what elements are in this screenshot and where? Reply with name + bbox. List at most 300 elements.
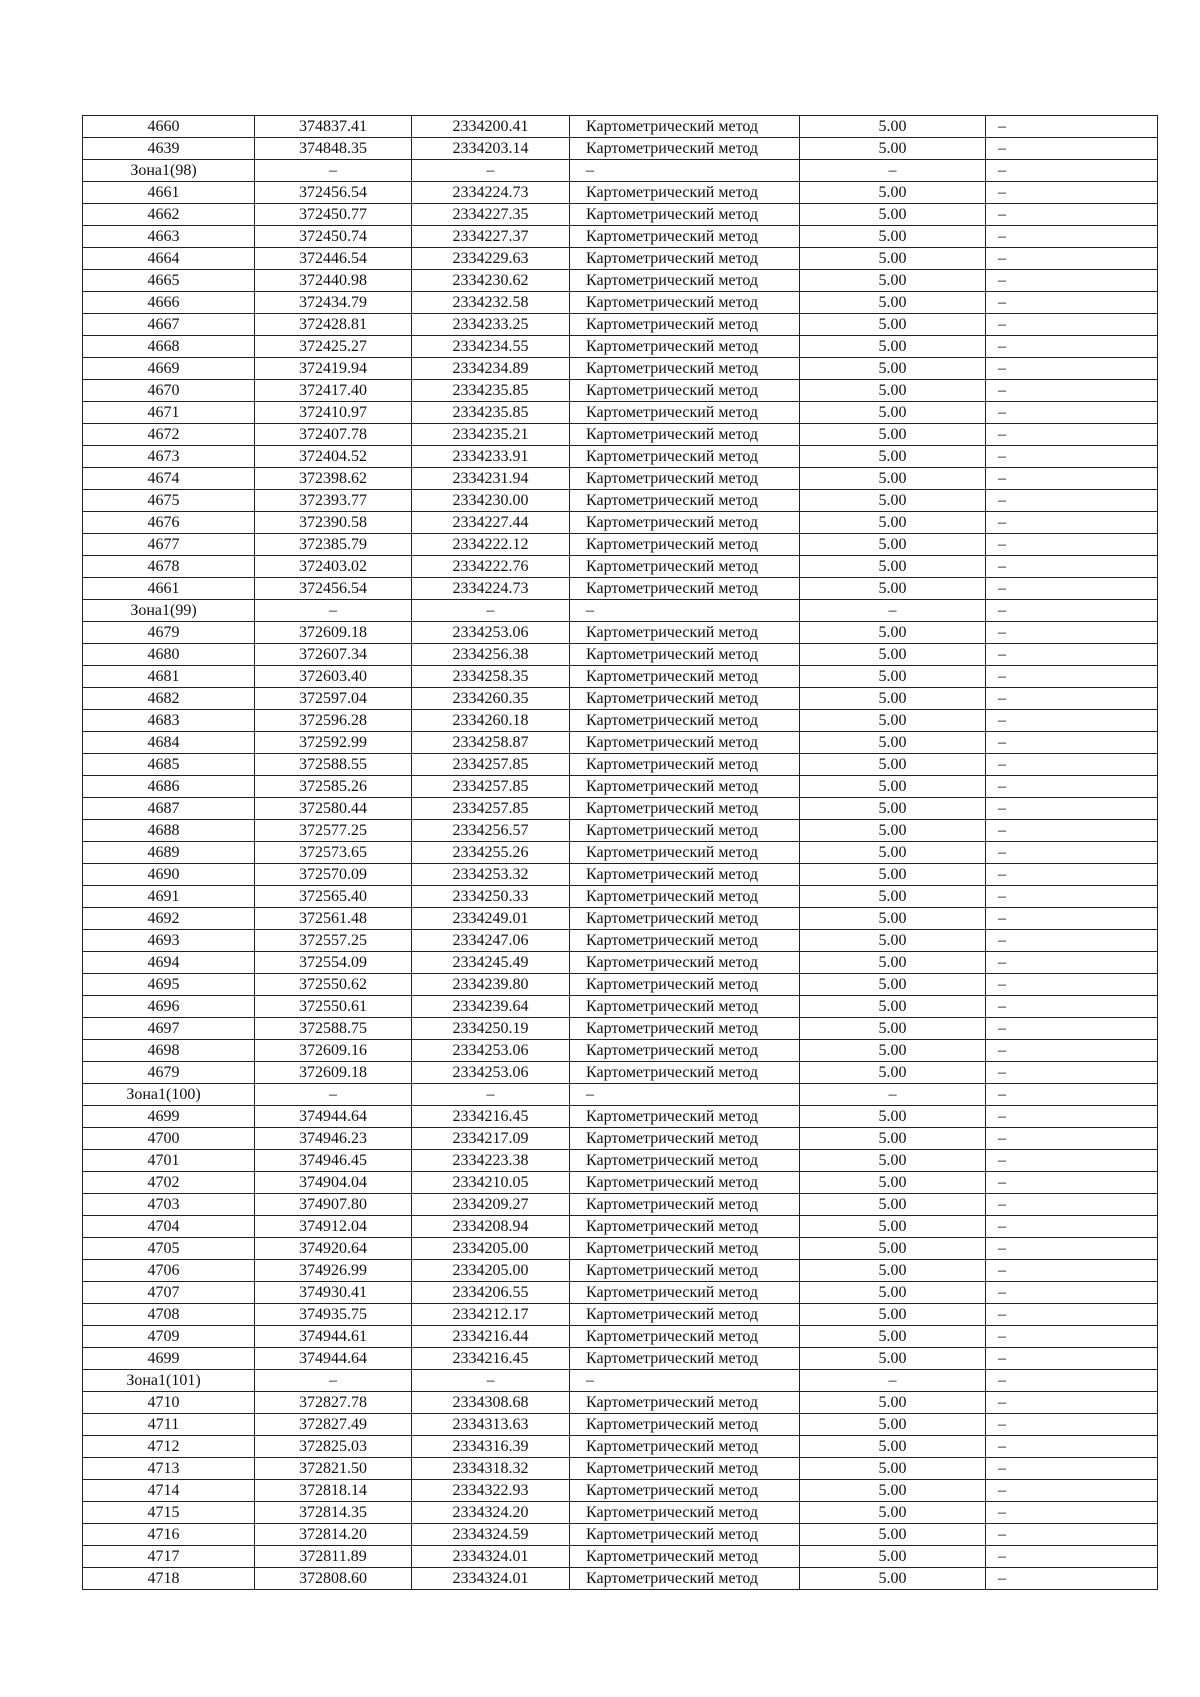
point-number-cell: 4683 <box>83 710 255 732</box>
method-cell: Картометрический метод <box>570 292 800 314</box>
note-cell: – <box>986 688 1158 710</box>
y-coordinate-cell: 2334256.57 <box>412 820 570 842</box>
accuracy-cell: 5.00 <box>800 1150 986 1172</box>
table-row <box>83 1062 1158 1084</box>
x-coordinate-cell: 372419.94 <box>255 358 412 380</box>
table-row <box>83 622 1158 644</box>
x-coordinate-cell: 372825.03 <box>255 1436 412 1458</box>
x-coordinate-cell: 374944.64 <box>255 1348 412 1370</box>
point-number-cell: 4674 <box>83 468 255 490</box>
note-cell: – <box>986 666 1158 688</box>
x-coordinate-cell: 372425.27 <box>255 336 412 358</box>
x-coordinate-cell: 372814.20 <box>255 1524 412 1546</box>
accuracy-cell: 5.00 <box>800 556 986 578</box>
point-number-cell: 4713 <box>83 1458 255 1480</box>
x-coordinate-cell: 372585.26 <box>255 776 412 798</box>
x-coordinate-cell: 374946.45 <box>255 1150 412 1172</box>
table-row <box>83 1546 1158 1568</box>
table-row <box>83 1502 1158 1524</box>
y-coordinate-cell: 2334255.26 <box>412 842 570 864</box>
method-cell: Картометрический метод <box>570 666 800 688</box>
note-cell: – <box>986 1172 1158 1194</box>
method-cell: Картометрический метод <box>570 798 800 820</box>
accuracy-cell: – <box>800 1370 986 1392</box>
note-cell: – <box>986 424 1158 446</box>
table-row <box>83 248 1158 270</box>
table-row <box>83 556 1158 578</box>
table-row <box>83 842 1158 864</box>
note-cell: – <box>986 138 1158 160</box>
x-coordinate-cell: 372561.48 <box>255 908 412 930</box>
method-cell: Картометрический метод <box>570 1414 800 1436</box>
note-cell: – <box>986 1128 1158 1150</box>
x-coordinate-cell: 374930.41 <box>255 1282 412 1304</box>
y-coordinate-cell: 2334209.27 <box>412 1194 570 1216</box>
method-cell: Картометрический метод <box>570 1458 800 1480</box>
x-coordinate-cell: 372808.60 <box>255 1568 412 1590</box>
method-cell: Картометрический метод <box>570 512 800 534</box>
point-number-cell: 4700 <box>83 1128 255 1150</box>
accuracy-cell: 5.00 <box>800 1502 986 1524</box>
point-number-cell: 4718 <box>83 1568 255 1590</box>
y-coordinate-cell: 2334253.32 <box>412 864 570 886</box>
table-row <box>83 204 1158 226</box>
y-coordinate-cell: 2334224.73 <box>412 182 570 204</box>
x-coordinate-cell: 372609.18 <box>255 622 412 644</box>
accuracy-cell: 5.00 <box>800 1128 986 1150</box>
method-cell: Картометрический метод <box>570 1062 800 1084</box>
point-number-cell: 4708 <box>83 1304 255 1326</box>
point-number-cell: 4694 <box>83 952 255 974</box>
table-row <box>83 380 1158 402</box>
table-row <box>83 226 1158 248</box>
note-cell: – <box>986 996 1158 1018</box>
point-number-cell: Зона1(99) <box>83 600 255 622</box>
note-cell: – <box>986 1084 1158 1106</box>
method-cell: Картометрический метод <box>570 182 800 204</box>
x-coordinate-cell: 372554.09 <box>255 952 412 974</box>
accuracy-cell: 5.00 <box>800 314 986 336</box>
y-coordinate-cell: 2334206.55 <box>412 1282 570 1304</box>
table-row <box>83 1392 1158 1414</box>
x-coordinate-cell: 372450.74 <box>255 226 412 248</box>
point-number-cell: 4676 <box>83 512 255 534</box>
y-coordinate-cell: 2334257.85 <box>412 776 570 798</box>
table-row <box>83 534 1158 556</box>
table-row <box>83 908 1158 930</box>
table-row <box>83 1436 1158 1458</box>
y-coordinate-cell: 2334227.35 <box>412 204 570 226</box>
table-row <box>83 1348 1158 1370</box>
table-row <box>83 182 1158 204</box>
note-cell: – <box>986 1458 1158 1480</box>
x-coordinate-cell: 374920.64 <box>255 1238 412 1260</box>
accuracy-cell: 5.00 <box>800 886 986 908</box>
note-cell: – <box>986 952 1158 974</box>
table-row <box>83 1458 1158 1480</box>
accuracy-cell: 5.00 <box>800 182 986 204</box>
accuracy-cell: 5.00 <box>800 578 986 600</box>
note-cell: – <box>986 1370 1158 1392</box>
y-coordinate-cell: 2334324.20 <box>412 1502 570 1524</box>
accuracy-cell: 5.00 <box>800 930 986 952</box>
note-cell: – <box>986 468 1158 490</box>
y-coordinate-cell: 2334324.01 <box>412 1546 570 1568</box>
note-cell: – <box>986 336 1158 358</box>
method-cell: Картометрический метод <box>570 1546 800 1568</box>
x-coordinate-cell: 372565.40 <box>255 886 412 908</box>
accuracy-cell: 5.00 <box>800 710 986 732</box>
method-cell: Картометрический метод <box>570 446 800 468</box>
accuracy-cell: 5.00 <box>800 666 986 688</box>
note-cell: – <box>986 314 1158 336</box>
table-row <box>83 820 1158 842</box>
x-coordinate-cell: 372385.79 <box>255 534 412 556</box>
table-row <box>83 490 1158 512</box>
accuracy-cell: 5.00 <box>800 468 986 490</box>
table-row <box>83 644 1158 666</box>
table-row <box>83 974 1158 996</box>
point-number-cell: 4680 <box>83 644 255 666</box>
note-cell: – <box>986 534 1158 556</box>
note-cell: – <box>986 776 1158 798</box>
point-number-cell: 4679 <box>83 1062 255 1084</box>
x-coordinate-cell: 372597.04 <box>255 688 412 710</box>
accuracy-cell: 5.00 <box>800 116 986 138</box>
accuracy-cell: 5.00 <box>800 1238 986 1260</box>
point-number-cell: 4701 <box>83 1150 255 1172</box>
note-cell: – <box>986 292 1158 314</box>
method-cell: Картометрический метод <box>570 556 800 578</box>
y-coordinate-cell: 2334222.76 <box>412 556 570 578</box>
point-number-cell: 4702 <box>83 1172 255 1194</box>
point-number-cell: 4706 <box>83 1260 255 1282</box>
y-coordinate-cell: 2334200.41 <box>412 116 570 138</box>
x-coordinate-cell: 372407.78 <box>255 424 412 446</box>
point-number-cell: 4692 <box>83 908 255 930</box>
accuracy-cell: 5.00 <box>800 798 986 820</box>
y-coordinate-cell: 2334247.06 <box>412 930 570 952</box>
method-cell: Картометрический метод <box>570 1436 800 1458</box>
y-coordinate-cell: 2334203.14 <box>412 138 570 160</box>
method-cell: Картометрический метод <box>570 996 800 1018</box>
point-number-cell: 4686 <box>83 776 255 798</box>
accuracy-cell: 5.00 <box>800 1326 986 1348</box>
y-coordinate-cell: 2334313.63 <box>412 1414 570 1436</box>
table-row <box>83 1150 1158 1172</box>
method-cell: Картометрический метод <box>570 1106 800 1128</box>
x-coordinate-cell: 374926.99 <box>255 1260 412 1282</box>
accuracy-cell: – <box>800 160 986 182</box>
note-cell: – <box>986 182 1158 204</box>
point-number-cell: 4704 <box>83 1216 255 1238</box>
point-number-cell: 4703 <box>83 1194 255 1216</box>
table-row <box>83 754 1158 776</box>
point-number-cell: 4697 <box>83 1018 255 1040</box>
x-coordinate-cell: 372811.89 <box>255 1546 412 1568</box>
note-cell: – <box>986 732 1158 754</box>
point-number-cell: 4682 <box>83 688 255 710</box>
accuracy-cell: 5.00 <box>800 1392 986 1414</box>
table-row <box>83 1194 1158 1216</box>
note-cell: – <box>986 842 1158 864</box>
x-coordinate-cell: 374837.41 <box>255 116 412 138</box>
y-coordinate-cell: 2334260.35 <box>412 688 570 710</box>
x-coordinate-cell: – <box>255 1084 412 1106</box>
accuracy-cell: 5.00 <box>800 358 986 380</box>
accuracy-cell: 5.00 <box>800 1458 986 1480</box>
table-row <box>83 1414 1158 1436</box>
table-row <box>83 930 1158 952</box>
note-cell: – <box>986 446 1158 468</box>
note-cell: – <box>986 1414 1158 1436</box>
table-row <box>83 1260 1158 1282</box>
y-coordinate-cell: 2334235.21 <box>412 424 570 446</box>
table-row <box>83 292 1158 314</box>
point-number-cell: 4699 <box>83 1106 255 1128</box>
accuracy-cell: 5.00 <box>800 1546 986 1568</box>
y-coordinate-cell: 2334231.94 <box>412 468 570 490</box>
accuracy-cell: 5.00 <box>800 138 986 160</box>
note-cell: – <box>986 864 1158 886</box>
table-row <box>83 1524 1158 1546</box>
point-number-cell: Зона1(101) <box>83 1370 255 1392</box>
method-cell: Картометрический метод <box>570 1040 800 1062</box>
y-coordinate-cell: 2334233.25 <box>412 314 570 336</box>
y-coordinate-cell: 2334250.19 <box>412 1018 570 1040</box>
accuracy-cell: 5.00 <box>800 1106 986 1128</box>
x-coordinate-cell: 372417.40 <box>255 380 412 402</box>
point-number-cell: 4667 <box>83 314 255 336</box>
table-row <box>83 578 1158 600</box>
accuracy-cell: 5.00 <box>800 952 986 974</box>
y-coordinate-cell: 2334205.00 <box>412 1260 570 1282</box>
note-cell: – <box>986 622 1158 644</box>
point-number-cell: 4684 <box>83 732 255 754</box>
accuracy-cell: 5.00 <box>800 974 986 996</box>
accuracy-cell: 5.00 <box>800 688 986 710</box>
note-cell: – <box>986 1436 1158 1458</box>
method-cell: Картометрический метод <box>570 534 800 556</box>
note-cell: – <box>986 1216 1158 1238</box>
x-coordinate-cell: 372577.25 <box>255 820 412 842</box>
method-cell: Картометрический метод <box>570 578 800 600</box>
x-coordinate-cell: 372398.62 <box>255 468 412 490</box>
x-coordinate-cell: 374904.04 <box>255 1172 412 1194</box>
y-coordinate-cell: 2334208.94 <box>412 1216 570 1238</box>
point-number-cell: 4666 <box>83 292 255 314</box>
x-coordinate-cell: 372557.25 <box>255 930 412 952</box>
x-coordinate-cell: 372550.61 <box>255 996 412 1018</box>
accuracy-cell: 5.00 <box>800 1348 986 1370</box>
method-cell: Картометрический метод <box>570 1304 800 1326</box>
method-cell: Картометрический метод <box>570 248 800 270</box>
method-cell: Картометрический метод <box>570 468 800 490</box>
table-row <box>83 1568 1158 1590</box>
table-row <box>83 1018 1158 1040</box>
point-number-cell: 4711 <box>83 1414 255 1436</box>
x-coordinate-cell: 374944.64 <box>255 1106 412 1128</box>
method-cell: Картометрический метод <box>570 1172 800 1194</box>
zone-header-row <box>83 1370 1158 1392</box>
point-number-cell: 4705 <box>83 1238 255 1260</box>
table-row <box>83 1216 1158 1238</box>
note-cell: – <box>986 160 1158 182</box>
y-coordinate-cell: 2334258.35 <box>412 666 570 688</box>
point-number-cell: 4661 <box>83 578 255 600</box>
table-row <box>83 512 1158 534</box>
point-number-cell: 4662 <box>83 204 255 226</box>
method-cell: Картометрический метод <box>570 1502 800 1524</box>
table-row <box>83 402 1158 424</box>
point-number-cell: 4681 <box>83 666 255 688</box>
accuracy-cell: 5.00 <box>800 226 986 248</box>
y-coordinate-cell: 2334318.32 <box>412 1458 570 1480</box>
x-coordinate-cell: 374848.35 <box>255 138 412 160</box>
point-number-cell: 4693 <box>83 930 255 952</box>
x-coordinate-cell: 372446.54 <box>255 248 412 270</box>
accuracy-cell: 5.00 <box>800 402 986 424</box>
method-cell: Картометрический метод <box>570 226 800 248</box>
method-cell: Картометрический метод <box>570 380 800 402</box>
method-cell: Картометрический метод <box>570 754 800 776</box>
y-coordinate-cell: 2334245.49 <box>412 952 570 974</box>
accuracy-cell: 5.00 <box>800 1216 986 1238</box>
x-coordinate-cell: 372393.77 <box>255 490 412 512</box>
accuracy-cell: 5.00 <box>800 336 986 358</box>
accuracy-cell: 5.00 <box>800 1436 986 1458</box>
y-coordinate-cell: 2334239.80 <box>412 974 570 996</box>
point-number-cell: Зона1(100) <box>83 1084 255 1106</box>
accuracy-cell: 5.00 <box>800 1172 986 1194</box>
y-coordinate-cell: 2334230.00 <box>412 490 570 512</box>
method-cell: – <box>570 600 800 622</box>
note-cell: – <box>986 248 1158 270</box>
x-coordinate-cell: 374944.61 <box>255 1326 412 1348</box>
point-number-cell: 4671 <box>83 402 255 424</box>
point-number-cell: 4675 <box>83 490 255 512</box>
table-row <box>83 732 1158 754</box>
x-coordinate-cell: – <box>255 1370 412 1392</box>
x-coordinate-cell: 372607.34 <box>255 644 412 666</box>
point-number-cell: 4665 <box>83 270 255 292</box>
method-cell: Картометрический метод <box>570 1128 800 1150</box>
method-cell: Картометрический метод <box>570 1238 800 1260</box>
y-coordinate-cell: – <box>412 160 570 182</box>
point-number-cell: 4689 <box>83 842 255 864</box>
y-coordinate-cell: 2334260.18 <box>412 710 570 732</box>
note-cell: – <box>986 556 1158 578</box>
y-coordinate-cell: 2334216.44 <box>412 1326 570 1348</box>
note-cell: – <box>986 1194 1158 1216</box>
note-cell: – <box>986 380 1158 402</box>
accuracy-cell: 5.00 <box>800 1282 986 1304</box>
point-number-cell: 4678 <box>83 556 255 578</box>
note-cell: – <box>986 1348 1158 1370</box>
method-cell: Картометрический метод <box>570 490 800 512</box>
point-number-cell: 4695 <box>83 974 255 996</box>
x-coordinate-cell: 372573.65 <box>255 842 412 864</box>
note-cell: – <box>986 644 1158 666</box>
x-coordinate-cell: 372827.78 <box>255 1392 412 1414</box>
table-row <box>83 952 1158 974</box>
y-coordinate-cell: 2334235.85 <box>412 380 570 402</box>
y-coordinate-cell: 2334316.39 <box>412 1436 570 1458</box>
y-coordinate-cell: 2334205.00 <box>412 1238 570 1260</box>
note-cell: – <box>986 908 1158 930</box>
method-cell: Картометрический метод <box>570 688 800 710</box>
accuracy-cell: 5.00 <box>800 424 986 446</box>
note-cell: – <box>986 1282 1158 1304</box>
y-coordinate-cell: 2334222.12 <box>412 534 570 556</box>
accuracy-cell: 5.00 <box>800 1480 986 1502</box>
note-cell: – <box>986 930 1158 952</box>
x-coordinate-cell: 372588.75 <box>255 1018 412 1040</box>
method-cell: Картометрический метод <box>570 842 800 864</box>
y-coordinate-cell: 2334253.06 <box>412 622 570 644</box>
y-coordinate-cell: 2334212.17 <box>412 1304 570 1326</box>
x-coordinate-cell: 372456.54 <box>255 182 412 204</box>
x-coordinate-cell: 372603.40 <box>255 666 412 688</box>
point-number-cell: 4698 <box>83 1040 255 1062</box>
note-cell: – <box>986 1304 1158 1326</box>
y-coordinate-cell: 2334216.45 <box>412 1106 570 1128</box>
accuracy-cell: 5.00 <box>800 380 986 402</box>
table-row <box>83 468 1158 490</box>
method-cell: Картометрический метод <box>570 402 800 424</box>
note-cell: – <box>986 820 1158 842</box>
y-coordinate-cell: 2334227.37 <box>412 226 570 248</box>
x-coordinate-cell: 372440.98 <box>255 270 412 292</box>
point-number-cell: 4696 <box>83 996 255 1018</box>
accuracy-cell: 5.00 <box>800 1304 986 1326</box>
point-number-cell: 4668 <box>83 336 255 358</box>
point-number-cell: 4687 <box>83 798 255 820</box>
method-cell: – <box>570 160 800 182</box>
method-cell: Картометрический метод <box>570 644 800 666</box>
method-cell: Картометрический метод <box>570 930 800 952</box>
table-row <box>83 446 1158 468</box>
point-number-cell: 4639 <box>83 138 255 160</box>
note-cell: – <box>986 1480 1158 1502</box>
point-number-cell: 4669 <box>83 358 255 380</box>
accuracy-cell: 5.00 <box>800 1568 986 1590</box>
point-number-cell: Зона1(98) <box>83 160 255 182</box>
x-coordinate-cell: 372456.54 <box>255 578 412 600</box>
zone-header-row <box>83 600 1158 622</box>
table-row <box>83 776 1158 798</box>
method-cell: Картометрический метод <box>570 1018 800 1040</box>
point-number-cell: 4679 <box>83 622 255 644</box>
table-row <box>83 1304 1158 1326</box>
y-coordinate-cell: – <box>412 600 570 622</box>
accuracy-cell: 5.00 <box>800 908 986 930</box>
y-coordinate-cell: 2334258.87 <box>412 732 570 754</box>
point-number-cell: 4710 <box>83 1392 255 1414</box>
accuracy-cell: – <box>800 1084 986 1106</box>
table-row <box>83 688 1158 710</box>
y-coordinate-cell: 2334217.09 <box>412 1128 570 1150</box>
note-cell: – <box>986 1238 1158 1260</box>
method-cell: Картометрический метод <box>570 138 800 160</box>
y-coordinate-cell: 2334239.64 <box>412 996 570 1018</box>
note-cell: – <box>986 358 1158 380</box>
accuracy-cell: 5.00 <box>800 490 986 512</box>
coordinates-table-body <box>83 116 1158 1590</box>
accuracy-cell: 5.00 <box>800 732 986 754</box>
point-number-cell: 4716 <box>83 1524 255 1546</box>
note-cell: – <box>986 226 1158 248</box>
